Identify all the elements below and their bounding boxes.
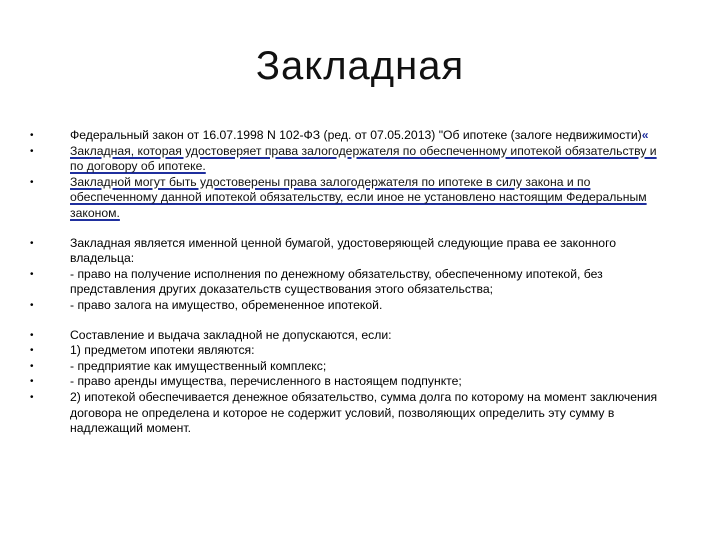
list-item — [30, 343, 670, 359]
list-item-text: - право аренды имущества, перечисленного в настоящем подпункте; — [70, 374, 462, 389]
list-item-text: Составление и выдача закладной не допускаются, если: — [70, 327, 392, 342]
bullet-icon: • — [30, 345, 34, 357]
bullet-icon: • — [30, 176, 34, 188]
list-item-text: Закладная является именной ценной бумагой, удостоверяющей следующие права ее законного владельца: — [70, 235, 617, 266]
list-item — [30, 144, 670, 175]
list-item — [30, 236, 670, 267]
list-item — [30, 328, 670, 344]
slide-content — [30, 128, 670, 437]
bullet-icon: • — [30, 299, 34, 311]
bullet-icon: • — [30, 268, 34, 280]
list-item-text: 1) предметом ипотеки являются: — [70, 343, 255, 358]
list-item — [30, 374, 670, 390]
list-item — [30, 175, 670, 222]
list-item — [30, 390, 670, 437]
list-item-text: 2) ипотекой обеспечивается денежное обязательство, сумма долга по которому на момент заключения договора не определена и которое не содержит условий, позволяющих определить эту сумму в надлежащий момент. — [70, 389, 658, 436]
list-item — [30, 359, 670, 375]
list-item-text: - право залога на имущество, обремененное ипотекой. — [70, 297, 383, 312]
bullet-icon: • — [30, 391, 34, 403]
slide-title: Закладная — [255, 44, 465, 88]
bullet-icon: • — [30, 360, 34, 372]
hyperlink-rights[interactable]: Закладной могут быть удостоверены права залогодержателя по ипотеке в силу закона и по обеспеченному данной ипотекой обязательству, если иное не установлено настоящим Федеральным законом. — [70, 174, 647, 220]
list-item — [30, 128, 670, 144]
list-item-text: - предприятие как имущественный комплекс; — [70, 358, 327, 373]
bullet-icon: • — [30, 329, 34, 341]
list-item — [30, 298, 670, 314]
bullet-icon: • — [30, 130, 34, 141]
bullet-icon: • — [30, 237, 34, 249]
hyperlink-definition[interactable]: Закладная, которая удостоверяет права залогодержателя по обеспеченному ипотекой обязательству и по договору об ипотеке. — [70, 143, 657, 174]
list-item-text: - право на получение исполнения по денежному обязательству, обеспеченному ипотекой, без представления других доказательств существования этого обязательства; — [70, 266, 603, 297]
link-quote-mark[interactable]: « — [641, 128, 649, 142]
bullet-group-law — [30, 128, 670, 222]
law-reference-text: Федеральный закон от 16.07.1998 N 102-ФЗ (ред. от 07.05.2013) "Об ипотеке (залоге недвижимости) — [70, 128, 642, 142]
bullet-icon: • — [30, 145, 34, 157]
bullet-icon: • — [30, 376, 34, 388]
list-item — [30, 267, 670, 298]
bullet-group-rights — [30, 236, 670, 314]
bullet-group-restrictions — [30, 328, 670, 437]
